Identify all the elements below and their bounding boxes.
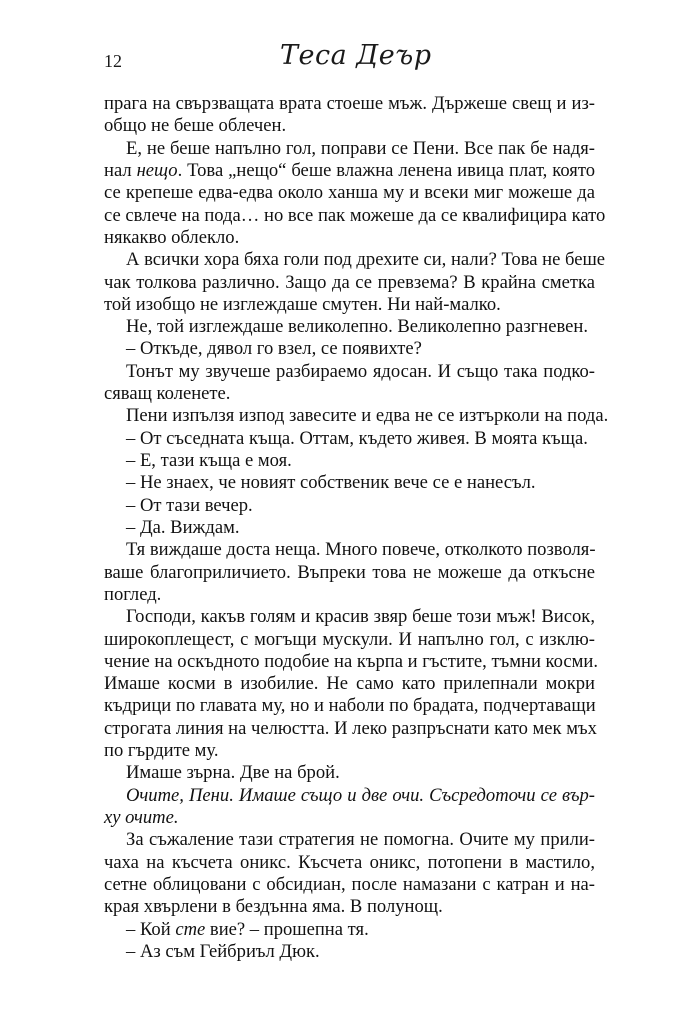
text-line: Господи, какъв голям и красив звяр беше този мъж! Висок, (126, 606, 595, 628)
page-number: 12 (104, 51, 122, 71)
text-line: Тонът му звучеше разбираемо ядосан. И също така подко- (126, 360, 595, 382)
text-line: чение на оскъдното подобие на кърпа и гъстите, тъмни косми. (104, 650, 599, 672)
text-line: сетне облицовани с обсидиан, после намазани с катран и на- (104, 873, 595, 895)
text-line: къдрици по главата му, но и наболи по брадата, подчертаващи (104, 695, 596, 717)
text-line: А всички хора бяха голи под дрехите си, нали? Това не беше (126, 249, 606, 271)
text-line: За съжаление тази стратегия не помогна. Очите му прили- (126, 829, 595, 851)
text-line: сяващ коленете. (104, 383, 231, 405)
text-line: – Откъде, дявол го взел, се появихте? (126, 338, 422, 360)
text-line: Тя виждаше доста неща. Много повече, отколкото позволя- (126, 539, 596, 561)
text-line: Очите, Пени. Имаше също и две очи. Съсредоточи се вър- (126, 784, 595, 806)
text-line: – Кой сте вие? – прошепна тя. (126, 918, 369, 940)
text-line: Пени изпълзя изпод завесите и едва не се изтърколи на пода. (126, 405, 609, 427)
text-line: чак толкова различно. Защо да се превзема? В крайна сметка (104, 271, 595, 293)
text-line: Е, не беше напълно гол, поправи се Пени. Все пак бе надя- (126, 137, 595, 159)
body-text (104, 93, 609, 963)
running-head-author: Теса Деър (280, 40, 432, 71)
text-line: – От съседната къща. Оттам, където живея. В моята къща. (126, 427, 588, 449)
text-line: Имаше зърна. Две на брой. (126, 762, 340, 784)
text-line: – Да. Виждам. (126, 516, 240, 538)
text-line: нал нещо. Това „нещо“ беше влажна ленена ивица плат, която (104, 159, 595, 181)
text-line: се крепеше едва-едва около ханша му и всеки миг можеше да (104, 182, 595, 204)
text-line: – Е, тази къща е моя. (126, 450, 292, 471)
text-line: Не, той изглеждаше великолепно. Великолепно разгневен. (126, 316, 589, 338)
text-line: строгата линия на челюстта. И леко разпръснати като мек мъх (104, 717, 597, 739)
text-line: по гърдите му. (104, 740, 219, 762)
text-line: – От тази вечер. (126, 494, 253, 516)
text-line: прага на свързващата врата стоеше мъж. Държеше свещ и из- (104, 93, 595, 114)
text-line: ху очите. (104, 807, 179, 828)
text-line: широкоплещест, с могъщи мускули. И напълно гол, с изклю- (104, 628, 595, 650)
text-line: някакво облекло. (104, 226, 240, 248)
text-line: – Не знаех, че новият собственик вече се е нанесъл. (126, 472, 536, 494)
text-line: Имаше косми в изобилие. Не само като прилепнали мокри (104, 673, 595, 695)
text-line: – Аз съм Гейбриъл Дюк. (126, 940, 320, 962)
text-line: той изобщо не изглеждаше смутен. Ни най-малко. (104, 293, 501, 315)
text-line: общо не беше облечен. (104, 115, 287, 137)
text-line: чаха на късчета оникс. Късчета оникс, потопени в мастило, (104, 851, 595, 873)
text-line: поглед. (104, 583, 162, 605)
text-line: се свлече на пода… но все пак можеше да се квалифицира като (104, 204, 606, 226)
text-line: ваше благоприличието. Въпреки това не можеше да откъсне (104, 561, 595, 583)
text-line: края хвърлени в бездънна яма. В полунощ. (104, 896, 443, 918)
